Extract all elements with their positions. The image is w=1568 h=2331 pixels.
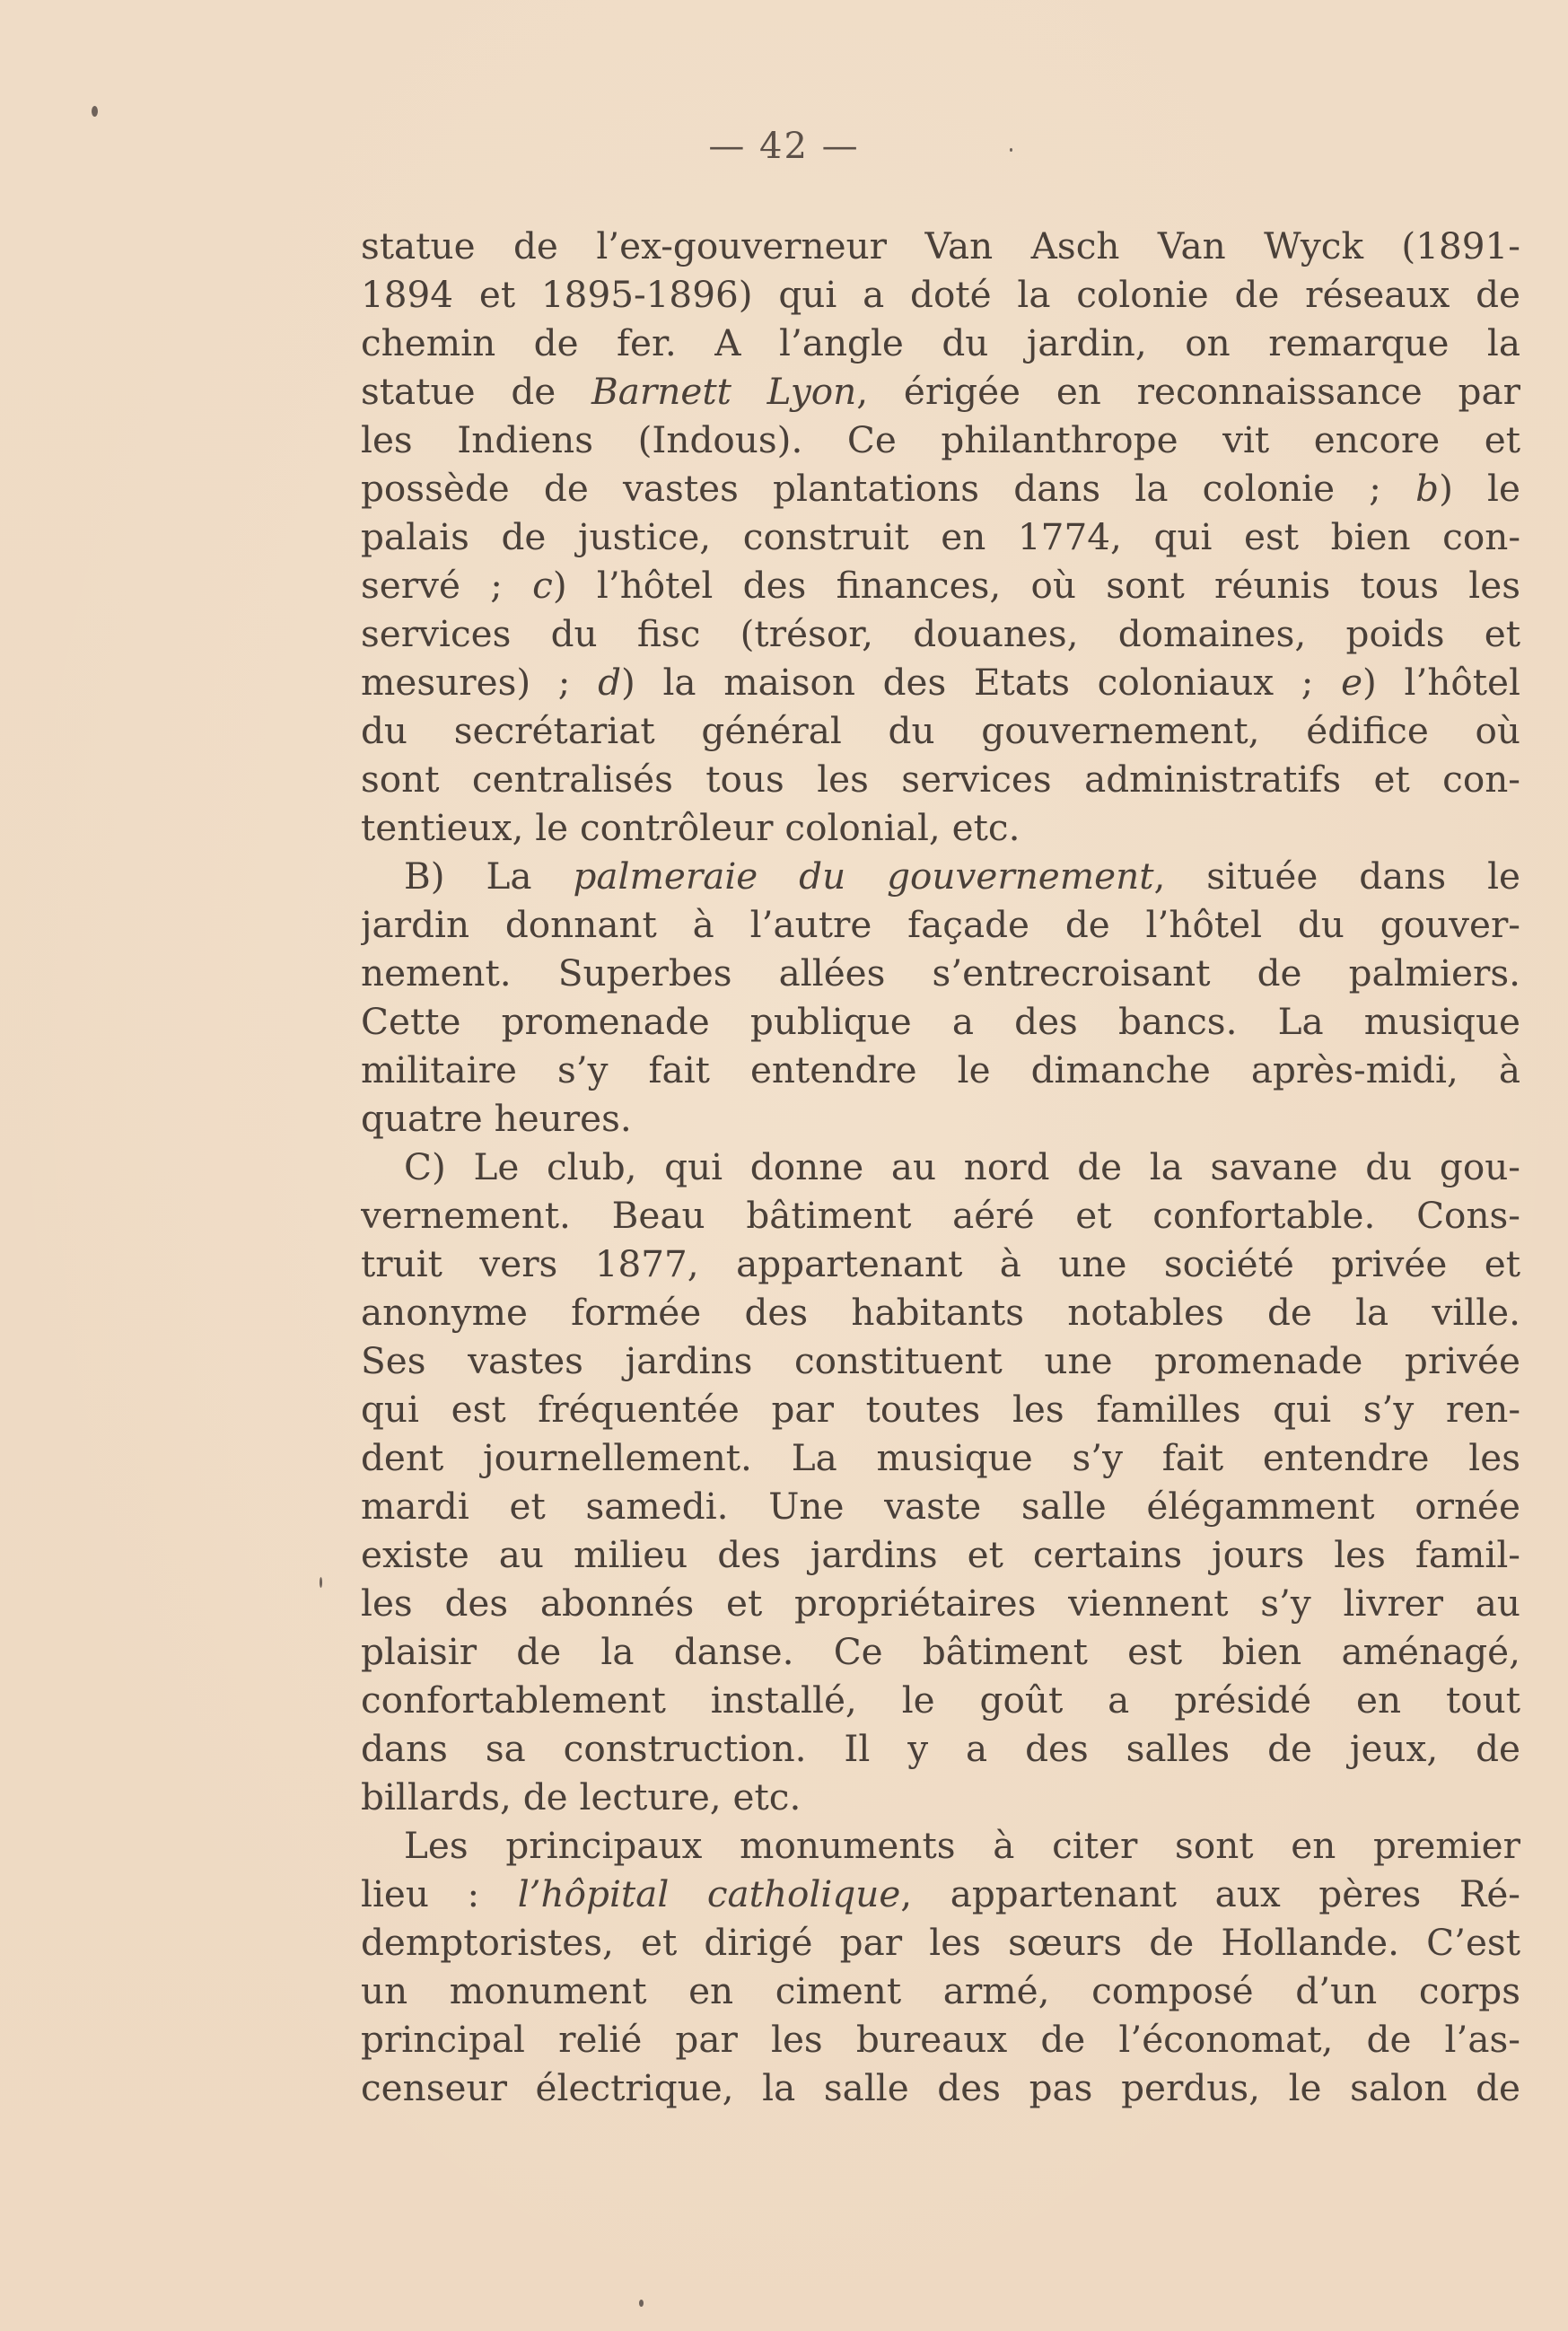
text-segment: du secrétariat général du gouvernement, édifice où (361, 709, 1520, 752)
text-segment: statue de l’ex-gouverneur Van Asch Van Wyck (1891- (361, 224, 1520, 267)
text-line (361, 1191, 1520, 1240)
text-segment: palais de justice, construit en 1774, qui est bien con- (361, 515, 1520, 558)
text-line (361, 416, 1520, 464)
text-segment: militaire s’y fait entendre le dimanche après-midi, à (361, 1048, 1520, 1091)
text-line (361, 1918, 1520, 1967)
italic-text: palmeraie du gouvernement (573, 854, 1154, 898)
text-segment: , érigée en reconnaissance par (856, 370, 1520, 413)
print-speck (1010, 148, 1012, 152)
text-segment: anonyme formée des habitants notables de la ville. (361, 1291, 1520, 1334)
text-segment: principal relié par les bureaux de l’économat, de l’as- (361, 2018, 1520, 2061)
text-line (361, 1579, 1520, 1627)
text-line (361, 1676, 1520, 1724)
text-segment: C) Le club, qui donne au nord de la savane du gou- (404, 1145, 1520, 1188)
text-line (361, 513, 1520, 561)
text-segment: dans sa construction. Il y a des salles de jeux, de (361, 1727, 1520, 1770)
italic-text: l’hôpital catholique (517, 1872, 901, 1915)
text-line (361, 609, 1520, 658)
text-line (361, 1240, 1520, 1288)
print-speck (92, 106, 98, 117)
text-segment: les Indiens (Indous). Ce philanthrope vit encore et (361, 418, 1520, 461)
italic-text: c (532, 564, 553, 607)
text-segment: dent journellement. La musique s’y fait entendre les (361, 1436, 1520, 1479)
text-line (361, 1967, 1520, 2015)
text-line (361, 270, 1520, 319)
text-segment: B) La (404, 854, 574, 898)
text-segment: ) l’hôtel (1362, 661, 1520, 704)
text-line (361, 1870, 1520, 1918)
text-line (361, 1482, 1520, 1530)
text-line (361, 1773, 1520, 1821)
text-line (361, 1433, 1520, 1482)
body-text (361, 222, 1520, 2112)
text-line (361, 803, 1520, 852)
text-segment: servé ; (361, 564, 533, 607)
text-line (361, 997, 1520, 1046)
text-segment: les des abonnés et propriétaires viennent s’y livrer au (361, 1582, 1520, 1625)
text-segment: truit vers 1877, appartenant à une société privée et (361, 1242, 1520, 1285)
text-segment: statue de (361, 370, 592, 413)
text-segment: nement. Superbes allées s’entrecroisant de palmiers. (361, 951, 1520, 995)
text-line (361, 2064, 1520, 2112)
text-line (361, 1627, 1520, 1676)
text-segment: quatre heures. (361, 1097, 632, 1140)
text-segment: Cette promenade publique a des bancs. La musique (361, 1000, 1520, 1043)
text-line (361, 464, 1520, 513)
italic-text: Barnett Lyon (591, 370, 857, 413)
text-line (361, 1046, 1520, 1094)
text-line (361, 1288, 1520, 1336)
text-segment: chemin de fer. A l’angle du jardin, on remarque la (361, 321, 1520, 364)
text-line (361, 561, 1520, 609)
text-segment: plaisir de la danse. Ce bâtiment est bien aménagé, (361, 1630, 1520, 1673)
text-line (361, 2015, 1520, 2064)
text-segment: possède de vastes plantations dans la colonie ; (361, 467, 1416, 510)
text-segment: mesures) ; (361, 661, 599, 704)
text-segment: un monument en ciment armé, composé d’un corps (361, 1969, 1520, 2012)
text-line (361, 706, 1520, 755)
text-segment: , située dans le (1153, 854, 1520, 898)
text-line (361, 1336, 1520, 1385)
text-line (361, 1094, 1520, 1143)
text-segment: demptoristes, et dirigé par les sœurs de Hollande. C’est (361, 1921, 1520, 1964)
text-segment: billards, de lecture, etc. (361, 1775, 802, 1818)
italic-text: b (1415, 467, 1440, 510)
text-segment: ) le (1439, 467, 1520, 510)
text-line (361, 367, 1520, 416)
text-line (361, 1530, 1520, 1579)
text-line (361, 949, 1520, 997)
text-segment: Ses vastes jardins constituent une promenade privée (361, 1339, 1520, 1382)
text-segment: censeur électrique, la salle des pas perdus, le salon de (361, 2066, 1520, 2109)
text-segment: tentieux, le contrôleur colonial, etc. (361, 806, 1021, 849)
text-line (361, 852, 1520, 900)
text-line (361, 1821, 1520, 1870)
text-segment: sont centralisés tous les services administratifs et con- (361, 758, 1520, 801)
text-line (361, 222, 1520, 270)
text-line (361, 1724, 1520, 1773)
text-segment: ) l’hôtel des finances, où sont réunis tous les (552, 564, 1520, 607)
print-speck (320, 1577, 322, 1588)
text-segment: , appartenant aux pères Ré- (900, 1872, 1520, 1915)
text-segment: services du fisc (trésor, douanes, domaines, poids et (361, 612, 1520, 655)
italic-text: d (598, 661, 622, 704)
text-segment: qui est fréquentée par toutes les familles qui s’y ren- (361, 1388, 1520, 1431)
text-segment: lieu : (361, 1872, 518, 1915)
text-line (361, 755, 1520, 803)
text-segment: Les principaux monuments à citer sont en premier (404, 1824, 1520, 1867)
text-segment: jardin donnant à l’autre façade de l’hôtel du gouver- (361, 903, 1520, 946)
text-segment: 1894 et 1895-1896) qui a doté la colonie de réseaux de (361, 273, 1520, 316)
text-line (361, 1385, 1520, 1433)
text-segment: confortablement installé, le goût a présidé en tout (361, 1678, 1520, 1722)
text-line (361, 900, 1520, 949)
text-segment: vernement. Beau bâtiment aéré et confortable. Cons- (361, 1194, 1520, 1237)
text-segment: existe au milieu des jardins et certains jours les famil- (361, 1533, 1520, 1576)
text-segment: ) la maison des Etats coloniaux ; (621, 661, 1342, 704)
text-line (361, 319, 1520, 367)
text-line (361, 658, 1520, 706)
italic-text: e (1341, 661, 1363, 704)
text-segment: mardi et samedi. Une vaste salle élégamment ornée (361, 1485, 1520, 1528)
page-number: — 42 — (708, 126, 860, 167)
text-line (361, 1143, 1520, 1191)
print-speck (639, 2300, 644, 2307)
